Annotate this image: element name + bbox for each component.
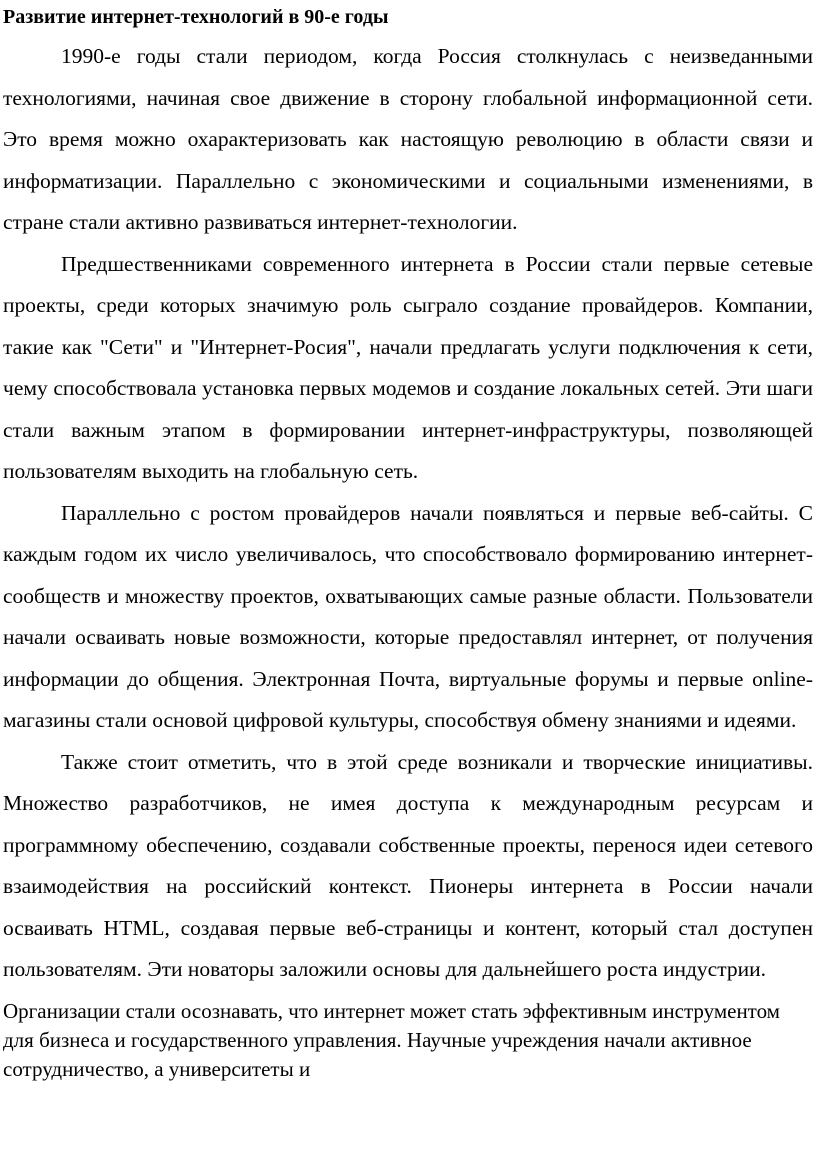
paragraph-1: 1990-е годы стали периодом, когда Россия столкнулась с неизведанными технологиями, начиная свое движение в сторону глобальной информационной сети. Это время можно охарактеризовать как настоящую революцию в области связи и информатизации. Параллельно с экономическими и социальными изменениями, в стране стали активно развиваться интернет-технологии. bbox=[3, 44, 813, 234]
paragraph-3: Параллельно с ростом провайдеров начали появляться и первые веб-сайты. С каждым годом их число увеличивалось, что способствовало формированию интернет-сообществ и множеству проектов, охватывающих самые разные области. Пользователи начали осваивать новые возможности, которые предоставлял интернет, от получения информации до общения. Электронная Почта, виртуальные форумы и первые online-магазины стали основой цифровой культуры, способствуя обмену знаниями и идеями. bbox=[3, 500, 813, 732]
paragraph-5: Организации стали осознавать, что интернет может стать эффективным инструментом для бизнеса и государственного управления. Научные учреждения начали активное сотрудничество, а университеты и bbox=[3, 998, 780, 1081]
document-title: Развитие интернет-технологий в 90-е годы bbox=[3, 6, 389, 28]
paragraph-2: Предшественниками современного интернета в России стали первые сетевые проекты, среди которых значимую роль сыграло создание провайдеров. Компании, такие как "Сети" и "Интернет-Росия", начали предлагать услуги подключения к сети, чему способствовала установка первых модемов и создание локальных сетей. Эти шаги стали важным этапом в формировании интернет-инфраструктуры, позволяющей пользователям выходить на глобальную сеть. bbox=[3, 251, 813, 483]
paragraph-4: Также стоит отметить, что в этой среде возникали и творческие инициативы. Множество разработчиков, не имея доступа к международным ресурсам и программному обеспечению, создавали собственные проекты, перенося идеи сетевого взаимодействия на российский контекст. Пионеры интернета в России начали осваивать HTML, создавая первые веб-страницы и контент, который стал доступен пользователям. Эти новаторы заложили основы для дальнейшего роста индустрии. bbox=[3, 749, 813, 981]
